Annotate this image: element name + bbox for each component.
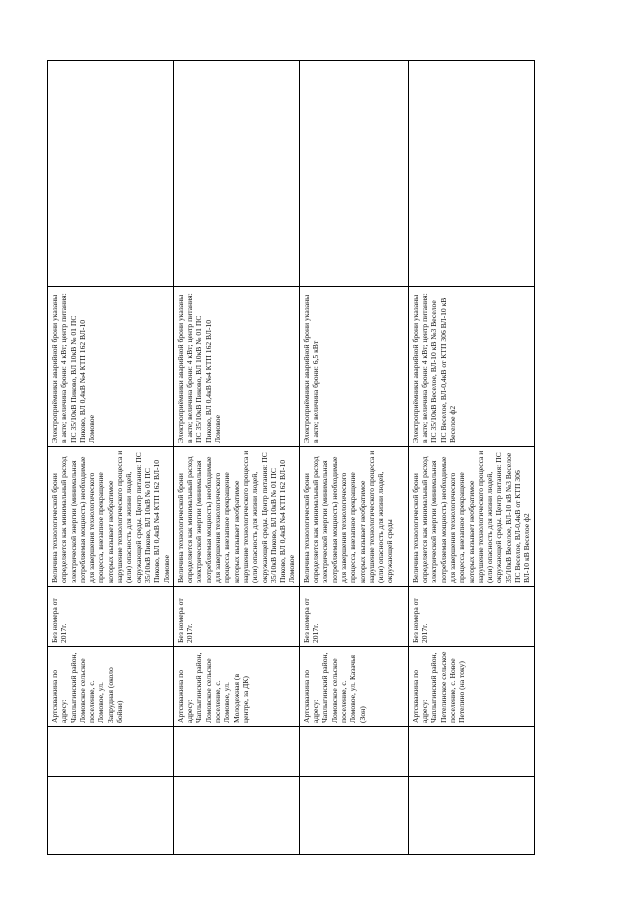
table-row: [48, 61, 174, 855]
emergency-reserve-description: Электроприёмники аварийной брони указаны в акте; величина брони: 4 кВт; центр питания: ПС 35/10кВ Веселое, ВЛ-10 кВ №3 Веселое ПС Веселое, ВЛ-0,4кВ от КТП 306 ВЛ-10 кВ Веселое ф2: [408, 287, 534, 447]
empty-cell: [48, 777, 174, 855]
object-address: Артскважина по адресу: Чаплыгинский район, Петелинское сельское поселение, с. Новое Петелино (на току): [408, 647, 534, 727]
tech-reserve-description: Величина технологической брони определяется как минимальный расход электрической энергии (минимальная потребляемая мощность) необходимые для завершения технологического процесса, внезапное прекращение которых вызывает необратимое нарушение технологического процесса и (или) опасность для жизни людей, окружающей среды: [299, 447, 408, 587]
tech-reserve-description: Величина технологической брони определяется как минимальный расход электрической энергии (минимальная потребляемая мощность) необходимые для завершения технологического процесса, внезапное прекращение которых вызывает необратимое нарушение технологического процесса и (или) опасность для жизни людей, окружающей среды. Центр питания: ПС 35/10кВ Пиково, ВЛ 10кВ № 01 ПС Пиково, ВЛ 0,4кВ №4 КТП 162 ВЛ-10 Ломовое: [173, 447, 299, 587]
object-address: Артскважина по адресу: Чаплыгинский район, Ломовское сельское поселение, с. Ломовое, ул. Казачья (Зон): [299, 647, 408, 727]
empty-cell: [299, 727, 408, 777]
empty-cell: [173, 61, 299, 287]
act-number: Без номера от 2017г.: [299, 587, 408, 647]
emergency-reserve-description: Электроприёмники аварийной брони указаны в акте; величина брони: 4 кВт; центр питания: ПС 35/10кВ Пиково, ВЛ 10кВ № 01 ПС Пиково, ВЛ 0,4кВ №4 КТП 162 ВЛ-10 Ломовое: [48, 287, 174, 447]
empty-cell: [408, 727, 534, 777]
emergency-reserve-description: Электроприёмники аварийной брони указаны в акте; величина брони: 6,5 кВт: [299, 287, 408, 447]
emergency-reserve-table: [47, 60, 535, 855]
empty-cell: [48, 727, 174, 777]
rotated-page: [47, 61, 532, 855]
empty-cell: [173, 777, 299, 855]
empty-cell: [299, 61, 408, 287]
object-address: Артскважина по адресу: Чаплыгинский район, Ломовское сельское поселение, с. Ломовое, ул. Молодежная (в центре, за ДК): [173, 647, 299, 727]
object-address: Артскважина по адресу: Чаплыгинский район, Ломовское сельское поселение, с. Ломовое, ул. Запрудная (около бойни): [48, 647, 174, 727]
act-number: Без номера от 2017г.: [408, 587, 534, 647]
act-number: Без номера от 2017г.: [48, 587, 174, 647]
tech-reserve-description: Величина технологической брони определяется как минимальный расход электрической энергии (минимальная потребляемая мощность) необходимые для завершения технологического процесса, внезапное прекращение которых вызывает необратимое нарушение технологического процесса и (или) опасность для жизни людей, окружающей среды. Центр питания: ПС 35/10кВ Веселое, ВЛ-10 кВ №3 Веселое ПС Веселое, ВЛ-0,4кВ от КТП 306 ВЛ-10 кВ Веселое ф2: [408, 447, 534, 587]
table-row: [173, 61, 299, 855]
empty-cell: [408, 61, 534, 287]
empty-cell: [48, 61, 174, 287]
act-number: Без номера от 2017г.: [173, 587, 299, 647]
table-row: [299, 61, 408, 855]
emergency-reserve-description: Электроприёмники аварийной брони указаны в акте; величина брони: 4 кВт; центр питания: ПС 35/10кВ Пиково, ВЛ 10кВ № 01 ПС Пиково, ВЛ 0,4кВ №4 КТП 162 ВЛ-10 Ломовое: [173, 287, 299, 447]
empty-cell: [173, 727, 299, 777]
table-row: [408, 61, 534, 855]
empty-cell: [299, 777, 408, 855]
tech-reserve-description: Величина технологической брони определяется как минимальный расход электрической энергии (минимальная потребляемая мощность) необходимые для завершения технологического процесса, внезапное прекращение которых вызывает необратимое нарушение технологического процесса и (или) опасность для жизни людей, окружающей среды. Центр питания: ПС 35/10кВ Пиково, ВЛ 10кВ № 01 ПС Пиково, ВЛ 0,4кВ №4 КТП 162 ВЛ-10 Ломовое: [48, 447, 174, 587]
empty-cell: [408, 777, 534, 855]
